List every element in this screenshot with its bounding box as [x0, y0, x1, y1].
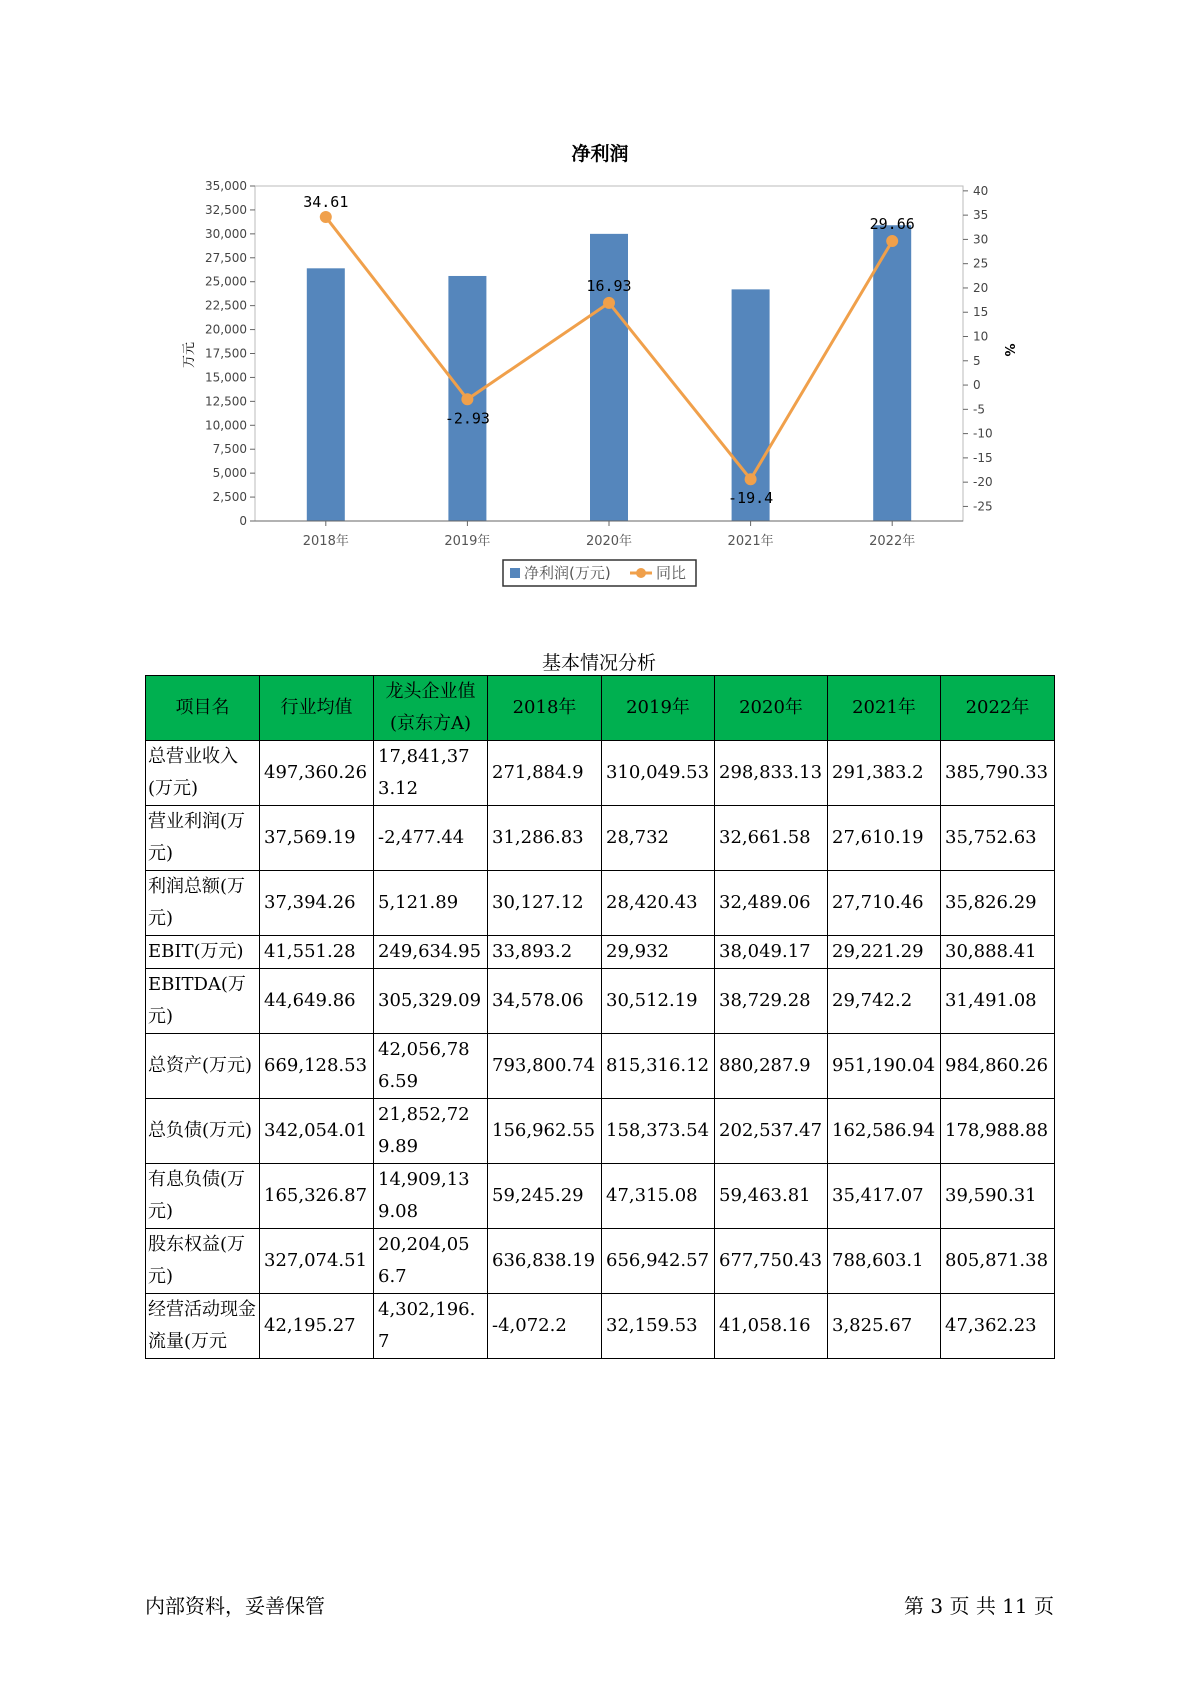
x-tick-label: 2021年 — [727, 534, 774, 549]
table-cell: 29,221.29 — [828, 936, 941, 969]
table-cell: 656,942.57 — [602, 1229, 715, 1294]
y-tick-label: 25,000 — [205, 274, 247, 289]
x-tick-label: 2022年 — [869, 534, 916, 549]
table-cell: 29,742.2 — [828, 969, 941, 1034]
y-tick-label: 17,500 — [205, 346, 247, 361]
table-row — [146, 1099, 1055, 1164]
table-row — [146, 741, 1055, 806]
table-cell: 35,752.63 — [941, 806, 1055, 871]
row-label-cell: 总营业收入(万元) — [146, 741, 260, 806]
row-label-cell: 股东权益(万元) — [146, 1229, 260, 1294]
table-cell: -2,477.44 — [374, 806, 488, 871]
y-right-axis-label: % — [1001, 343, 1016, 357]
table-cell: 298,833.13 — [715, 741, 828, 806]
x-tick-label: 2019年 — [444, 534, 491, 549]
row-label-cell: 总资产(万元) — [146, 1034, 260, 1099]
table-cell: 20,204,056.7 — [374, 1229, 488, 1294]
y-tick-label: 32,500 — [205, 202, 247, 217]
table-header-cell: 2020年 — [715, 676, 828, 741]
y-tick-label: 35,000 — [205, 179, 247, 193]
y-right-tick-label: -15 — [973, 450, 993, 465]
yoy-point — [745, 473, 757, 485]
y-right-tick-label: 10 — [973, 329, 989, 344]
table-cell: 32,159.53 — [602, 1294, 715, 1359]
table-row — [146, 1164, 1055, 1229]
table-cell: 677,750.43 — [715, 1229, 828, 1294]
y-right-tick-label: 35 — [973, 208, 989, 223]
table-cell: 951,190.04 — [828, 1034, 941, 1099]
table-cell: 31,286.83 — [488, 806, 602, 871]
table-row — [146, 969, 1055, 1034]
table-cell: 669,128.53 — [260, 1034, 374, 1099]
table-cell: 31,491.08 — [941, 969, 1055, 1034]
yoy-point — [461, 393, 473, 405]
footer-confidential-note: 内部资料，妥善保管 — [145, 1594, 325, 1618]
table-cell: 305,329.09 — [374, 969, 488, 1034]
footer-page-number: 第 3 页 共 11 页 — [904, 1594, 1054, 1618]
table-cell: 42,056,786.59 — [374, 1034, 488, 1099]
legend — [503, 560, 696, 586]
table-cell: 310,049.53 — [602, 741, 715, 806]
table-header-cell: 行业均值 — [260, 676, 374, 741]
table-cell: 162,586.94 — [828, 1099, 941, 1164]
table-row — [146, 1294, 1055, 1359]
legend-line-label: 同比 — [656, 564, 687, 582]
y-right-tick-label: -25 — [973, 499, 993, 514]
table-cell: 28,420.43 — [602, 871, 715, 936]
table-cell: 35,826.29 — [941, 871, 1055, 936]
y-right-tick-label: 30 — [973, 232, 989, 247]
row-label-cell: 经营活动现金流量(万元 — [146, 1294, 260, 1359]
y-tick-label: 7,500 — [212, 442, 247, 457]
y-right-tick-label: 0 — [973, 378, 981, 393]
table-cell: 59,463.81 — [715, 1164, 828, 1229]
row-label-cell: EBITDA(万元) — [146, 969, 260, 1034]
table-cell: 47,362.23 — [941, 1294, 1055, 1359]
row-label-cell: EBIT(万元) — [146, 936, 260, 969]
bar — [732, 289, 770, 521]
net-profit-chart — [0, 0, 1191, 600]
x-tick-label: 2020年 — [585, 534, 633, 549]
table-cell: 41,551.28 — [260, 936, 374, 969]
table-cell: 59,245.29 — [488, 1164, 602, 1229]
table-cell: 202,537.47 — [715, 1099, 828, 1164]
table-cell: 39,590.31 — [941, 1164, 1055, 1229]
y-right-tick-label: -20 — [973, 475, 993, 490]
table-cell: 38,049.17 — [715, 936, 828, 969]
table-cell: 156,962.55 — [488, 1099, 602, 1164]
table-cell: 47,315.08 — [602, 1164, 715, 1229]
table-cell: 497,360.26 — [260, 741, 374, 806]
table-cell: 880,287.9 — [715, 1034, 828, 1099]
y-tick-label: 27,500 — [205, 250, 247, 265]
table-cell: 37,569.19 — [260, 806, 374, 871]
table-cell: 327,074.51 — [260, 1229, 374, 1294]
table-cell: 30,888.41 — [941, 936, 1055, 969]
basic-analysis-table — [145, 675, 1055, 1359]
table-row — [146, 1034, 1055, 1099]
y-tick-label: 15,000 — [205, 370, 247, 385]
row-label-cell: 利润总额(万元) — [146, 871, 260, 936]
table-cell: 41,058.16 — [715, 1294, 828, 1359]
table-row — [146, 1229, 1055, 1294]
row-label-cell: 营业利润(万元) — [146, 806, 260, 871]
table-cell: 32,661.58 — [715, 806, 828, 871]
table-cell: 271,884.9 — [488, 741, 602, 806]
table-cell: 32,489.06 — [715, 871, 828, 936]
y-tick-label: 10,000 — [205, 418, 247, 433]
y-tick-label: 30,000 — [205, 226, 247, 241]
bar — [307, 268, 345, 521]
table-cell: 21,852,729.89 — [374, 1099, 488, 1164]
table-header-cell: 项目名 — [146, 676, 260, 741]
data-label: 34.61 — [303, 193, 349, 212]
table-cell: 158,373.54 — [602, 1099, 715, 1164]
table-cell: 37,394.26 — [260, 871, 374, 936]
table-cell: 815,316.12 — [602, 1034, 715, 1099]
legend-bar-swatch — [510, 568, 520, 578]
yoy-point — [886, 235, 898, 247]
legend-bar-label: 净利润(万元) — [524, 564, 611, 582]
table-row — [146, 936, 1055, 969]
x-tick-label: 2018年 — [302, 534, 349, 549]
y-tick-label: 20,000 — [205, 322, 247, 337]
table-cell: 984,860.26 — [941, 1034, 1055, 1099]
table-cell: 29,932 — [602, 936, 715, 969]
chart-title: 净利润 — [571, 143, 629, 165]
y-tick-label: 2,500 — [212, 490, 247, 505]
table-cell: 14,909,139.08 — [374, 1164, 488, 1229]
y-right-tick-label: 5 — [973, 353, 981, 368]
table-header-cell: 龙头企业值(京东方A) — [374, 676, 488, 741]
table-cell: 28,732 — [602, 806, 715, 871]
table-cell: 44,649.86 — [260, 969, 374, 1034]
table-cell: 636,838.19 — [488, 1229, 602, 1294]
table-cell: 178,988.88 — [941, 1099, 1055, 1164]
table-cell: 4,302,196.7 — [374, 1294, 488, 1359]
data-label: 29.66 — [869, 215, 915, 234]
table-header-cell: 2021年 — [828, 676, 941, 741]
table-cell: 30,512.19 — [602, 969, 715, 1034]
data-label: -2.93 — [444, 409, 490, 428]
yoy-point — [320, 211, 332, 223]
data-label: 16.93 — [586, 276, 632, 295]
y-right-tick-label: 15 — [973, 305, 989, 320]
table-cell: 793,800.74 — [488, 1034, 602, 1099]
table-cell: 38,729.28 — [715, 969, 828, 1034]
yoy-point — [603, 297, 615, 309]
row-label-cell: 有息负债(万元) — [146, 1164, 260, 1229]
table-cell: 27,610.19 — [828, 806, 941, 871]
table-cell: 33,893.2 — [488, 936, 602, 969]
y-tick-label: 12,500 — [205, 394, 247, 409]
table-cell: 291,383.2 — [828, 741, 941, 806]
table-cell: 27,710.46 — [828, 871, 941, 936]
table-cell: 42,195.27 — [260, 1294, 374, 1359]
table-cell: 17,841,373.12 — [374, 741, 488, 806]
table-cell: 249,634.95 — [374, 936, 488, 969]
table-row — [146, 871, 1055, 936]
table-title: 基本情况分析 — [541, 652, 656, 674]
y-tick-label: 0 — [239, 514, 247, 528]
y-right-tick-label: 40 — [973, 183, 989, 198]
y-axis-label: 万元 — [182, 341, 197, 369]
table-cell: -4,072.2 — [488, 1294, 602, 1359]
table-cell: 34,578.06 — [488, 969, 602, 1034]
legend-line-marker — [636, 568, 646, 578]
table-cell: 342,054.01 — [260, 1099, 374, 1164]
bar — [873, 225, 911, 521]
y-tick-label: 22,500 — [205, 298, 247, 313]
table-cell: 788,603.1 — [828, 1229, 941, 1294]
y-right-tick-label: -10 — [973, 426, 993, 441]
y-right-tick-label: 25 — [973, 256, 989, 271]
table-cell: 30,127.12 — [488, 871, 602, 936]
table-cell: 805,871.38 — [941, 1229, 1055, 1294]
y-right-tick-label: -5 — [973, 402, 985, 417]
table-cell: 35,417.07 — [828, 1164, 941, 1229]
table-row — [146, 806, 1055, 871]
table-cell: 5,121.89 — [374, 871, 488, 936]
table-header-cell: 2019年 — [602, 676, 715, 741]
table-cell: 3,825.67 — [828, 1294, 941, 1359]
table-header-cell: 2022年 — [941, 676, 1055, 741]
y-right-tick-label: 20 — [973, 280, 989, 295]
y-tick-label: 5,000 — [212, 466, 247, 481]
table-cell: 165,326.87 — [260, 1164, 374, 1229]
table-cell: 385,790.33 — [941, 741, 1055, 806]
table-header-row — [146, 676, 1055, 741]
data-label: -19.4 — [728, 489, 774, 508]
row-label-cell: 总负债(万元) — [146, 1099, 260, 1164]
table-header-cell: 2018年 — [488, 676, 602, 741]
